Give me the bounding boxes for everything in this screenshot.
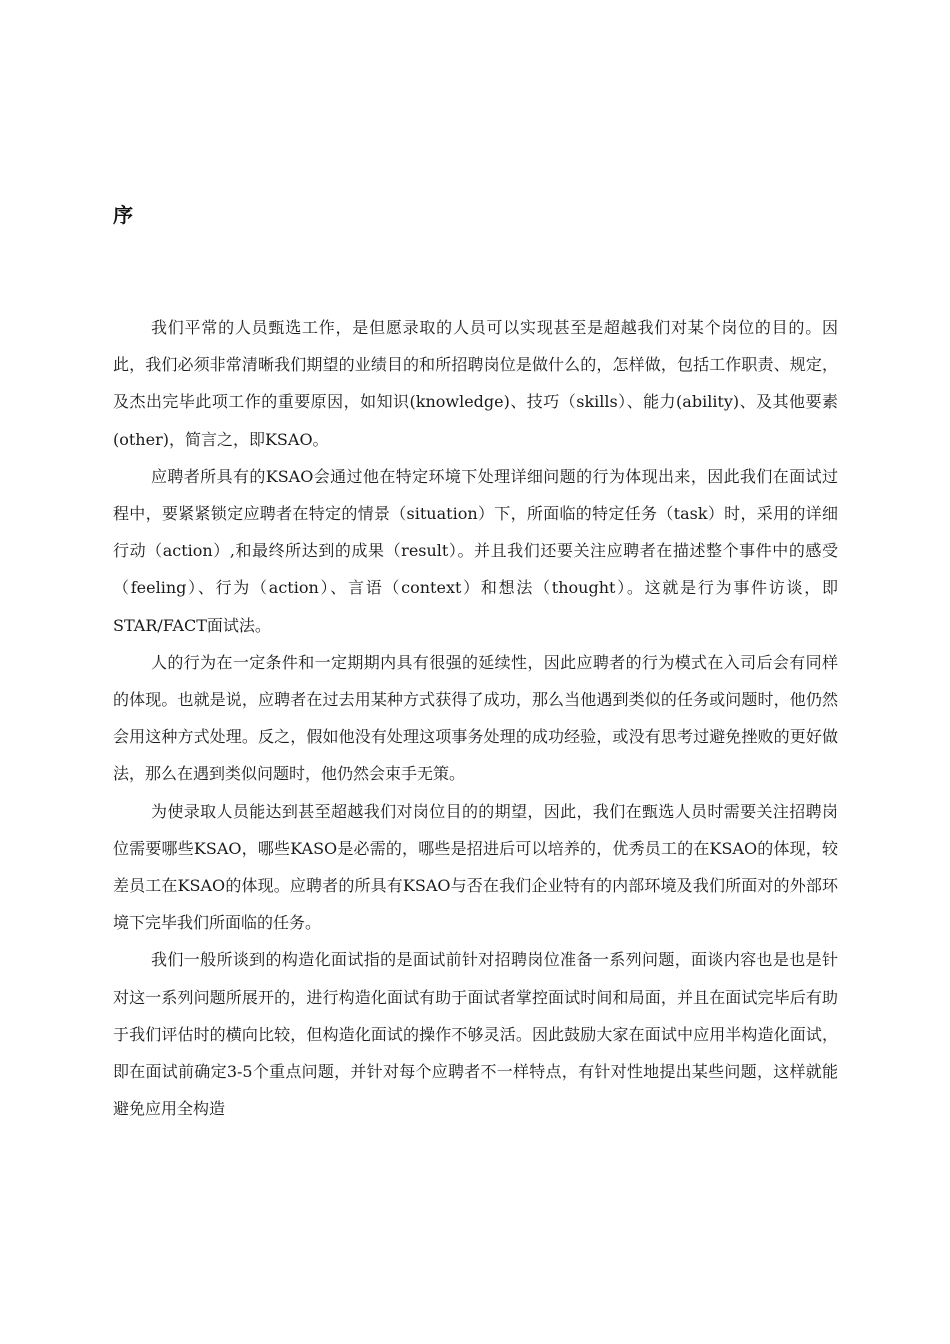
paragraph-3: 人的行为在一定条件和一定期期内具有很强的延续性，因此应聘者的行为模式在入司后会有同样的体现。也就是说，应聘者在过去用某种方式获得了成功，那么当他遇到类似的任务或问题时，他仍然会用这种方式处理。反之，假如他没有处理这项事务处理的成功经验，或没有思考过避免挫败的更好做法，那么在遇到类似问题时，他仍然会束手无策。 [113, 652, 838, 784]
paragraph-1: 我们平常的人员甄选工作，是但愿录取的人员可以实现甚至是超越我们对某个岗位的目的。因此，我们必须非常清晰我们期望的业绩目的和所招聘岗位是做什么的，怎样做，包括工作职责、规定，及杰出完毕此项工作的重要原因，如知识(knowledge)、技巧（skills）、能力(ability)、及其他要素(other)，简言之，即KSAO。 [113, 318, 838, 449]
paragraph-2: 应聘者所具有的KSAO会通过他在特定环境下处理详细问题的行为体现出来，因此我们在面试过程中，要紧紧锁定应聘者在特定的情景（situation）下，所面临的特定任务（task）时，采用的详细行动（action）,和最终所达到的成果（result）。并且我们还要关注应聘者在描述整个事件中的感受（feeling）、行为（action）、言语（context）和想法（thought）。这就是行为事件访谈，即STAR/FACT面试法。 [113, 466, 838, 635]
body-text [113, 309, 838, 1127]
paragraph-4: 为使录取人员能达到甚至超越我们对岗位目的的期望，因此，我们在甄选人员时需要关注招聘岗位需要哪些KSAO，哪些KASO是必需的，哪些是招进后可以培养的，优秀员工的在KSAO的体现，较差员工在KSAO的体现。应聘者的所具有KSAO与否在我们企业特有的内部环境及我们所面对的外部环境下完毕我们所面临的任务。 [113, 801, 838, 933]
section-heading: 序 [113, 203, 133, 227]
paragraph-5: 我们一般所谈到的构造化面试指的是面试前针对招聘岗位准备一系列问题，面谈内容也是也是针对这一系列问题所展开的，进行构造化面试有助于面试者掌控面试时间和局面，并且在面试完毕后有助于我们评估时的横向比较，但构造化面试的操作不够灵活。因此鼓励大家在面试中应用半构造化面试，即在面试前确定3-5个重点问题，并针对每个应聘者不一样特点，有针对性地提出某些问题，这样就能避免应用全构造 [113, 950, 838, 1119]
